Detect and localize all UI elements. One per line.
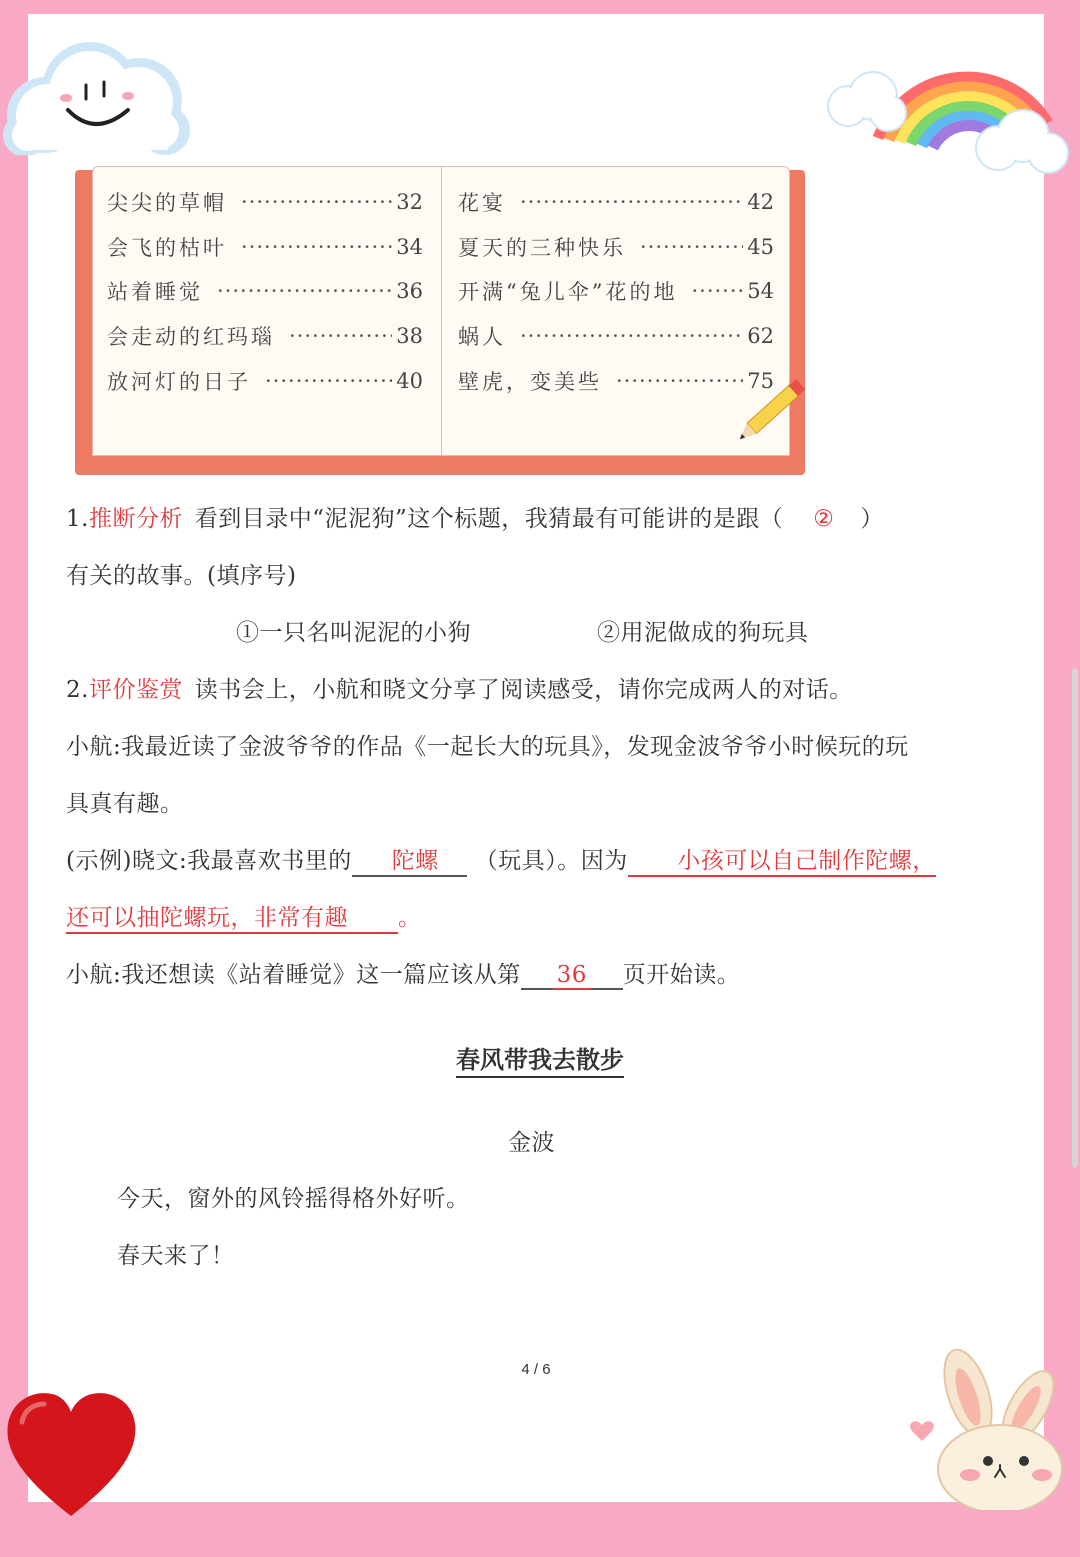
toc-entry-page: 54 (747, 279, 774, 303)
dialogue-text: 小航:我还想读《站着睡觉》这一篇应该从第 (66, 962, 521, 988)
toc-entry-page: 40 (396, 369, 423, 393)
question-1-line-1 (66, 500, 884, 533)
toc-entry-title: 会走动的红玛瑙 (107, 325, 275, 349)
toc-entry-page: 42 (747, 190, 774, 214)
question-number: 2. (66, 677, 89, 703)
answer-text: 陀螺 (391, 848, 439, 874)
toc-entry-page: 32 (396, 190, 423, 214)
article-title (0, 1040, 1080, 1075)
toc-entry-page: 62 (747, 324, 774, 348)
article-paragraph: 春天来了！ (117, 1243, 235, 1269)
pencil-icon (725, 368, 817, 454)
answer-text: 还可以抽陀螺玩，非常有趣 (66, 905, 348, 931)
article-title-text: 春风带我去散步 (456, 1045, 624, 1078)
answer-blank (66, 899, 398, 934)
toc-entry-title: 尖尖的草帽 (107, 191, 227, 215)
question-text: 看到目录中“泥泥狗”这个标题，我猜最有可能讲的是跟（ (194, 506, 784, 532)
toc-left-page (92, 166, 442, 456)
dialogue-xiaowen (66, 842, 936, 877)
question-text: 读书会上，小航和晓文分享了阅读感受，请你完成两人的对话。 (194, 677, 853, 703)
dialogue-xiaohang-1: 小航:我最近读了金波爷爷的作品《一起长大的玩具》，发现金波爷爷小时候玩的玩 (66, 734, 909, 760)
option-1: ①一只名叫泥泥的小狗 (236, 620, 471, 646)
toc-entry-title: 花宴 (458, 191, 506, 215)
toc-entry (107, 232, 423, 262)
heart-icon (2, 1388, 140, 1520)
article-paragraph: 今天，窗外的风铃摇得格外好听。 (117, 1186, 470, 1212)
answer-blank (628, 842, 936, 877)
answer-text: ② (813, 506, 835, 532)
toc-entry (107, 276, 423, 306)
answer-text: 36 (553, 962, 591, 990)
toc-entry (458, 232, 774, 262)
bunny-icon (900, 1345, 1075, 1510)
question-tag: 推断分析 (88, 506, 183, 532)
toc-entry (458, 321, 774, 351)
question-2-line-1 (66, 671, 853, 704)
question-number: 1. (66, 506, 89, 532)
toc-entry (458, 187, 774, 217)
dialogue-text: 页开始读。 (622, 962, 741, 988)
table-of-contents-book (75, 170, 805, 475)
toc-entry-page: 38 (396, 324, 423, 348)
question-bracket: ） (860, 506, 884, 532)
toc-entry (458, 276, 774, 306)
dialogue-xiaohang-2 (66, 956, 740, 990)
question-1-line-2: 有关的故事。(填序号) (66, 563, 297, 589)
toc-entry-title: 夏天的三种快乐 (458, 236, 626, 260)
toc-entry-page: 36 (396, 279, 423, 303)
question-tag: 评价鉴赏 (88, 677, 183, 703)
article-author: 金波 (508, 1130, 555, 1156)
page-indicator: 4 / 6 (521, 1361, 551, 1378)
toc-entry-title: 站着睡觉 (107, 280, 203, 304)
toc-entry-title: 放河灯的日子 (107, 370, 251, 394)
toc-entry-title: 蜗人 (458, 325, 506, 349)
smiley-cloud-icon (0, 40, 195, 155)
toc-entry-page: 34 (396, 235, 423, 259)
toc-entry (107, 366, 423, 396)
dialogue-xiaohang-1-cont: 具真有趣。 (66, 791, 184, 817)
answer-blank (352, 842, 467, 877)
option-2: ②用泥做成的狗玩具 (597, 620, 809, 646)
dialogue-text: （玩具）。因为 (474, 848, 628, 874)
toc-entry (107, 321, 423, 351)
answer-blank (521, 962, 623, 990)
dialogue-text: (示例)晓文:我最喜欢书里的 (66, 848, 352, 874)
toc-entry-title: 壁虎，变美些 (458, 370, 602, 394)
toc-entry-title: 开满“兔儿伞”花的地 (458, 280, 678, 304)
scrollbar[interactable] (1072, 668, 1078, 1168)
toc-entry (107, 187, 423, 217)
dialogue-xiaowen-cont (66, 899, 422, 934)
answer-text: 小孩可以自己制作陀螺， (677, 848, 936, 874)
rainbow-icon (818, 28, 1080, 188)
toc-entry-title: 会飞的枯叶 (107, 236, 227, 260)
toc-entry-page: 75 (747, 369, 774, 393)
dialogue-text: 。 (398, 905, 422, 931)
toc-entry-page: 45 (747, 235, 774, 259)
